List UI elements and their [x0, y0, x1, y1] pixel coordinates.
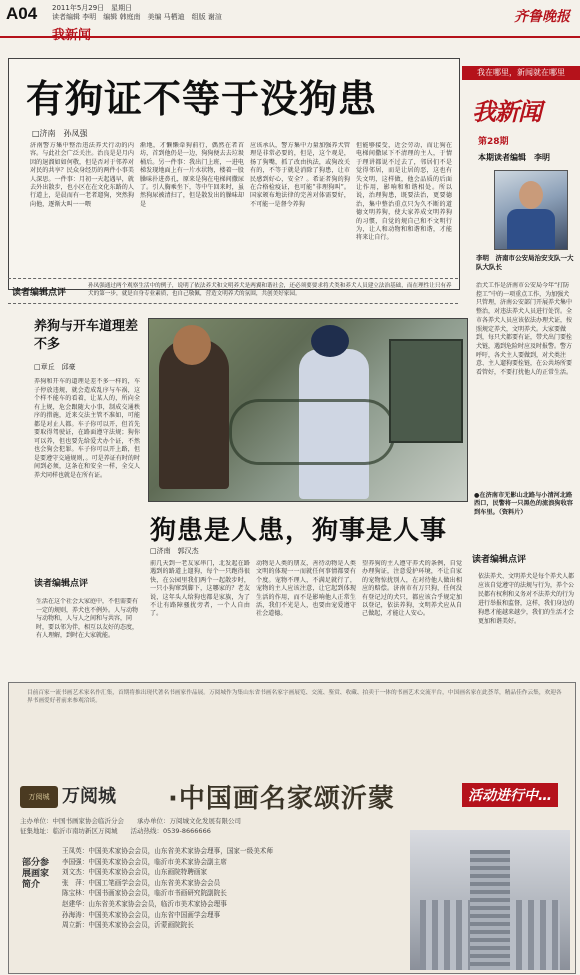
- ad-artist-item: 张 萍：中国工笔画学会会员，山东省美术家协会会员: [62, 878, 221, 887]
- date-line: 2011年5月29日 星期日: [52, 4, 133, 12]
- ad-building-tower: [470, 850, 510, 970]
- photo-story-headline: 狗患是人患，狗事是人事: [150, 516, 448, 546]
- editor-line: 读者编辑 李明 编辑 韩庭南 美编 马栖迪 组版 谢渲: [52, 13, 222, 21]
- ad-artist-item: 刘文杰：中国美术家协会会员，山东画院特聘画家: [62, 868, 208, 877]
- side-note-text: 生活在这个社会大家庭中，不但需要有一定的规则，养犬也不例外。人与动物与动物和，人与人之间和与共容，同时，要以邻为伴，相互以友好的态度，有人理解，到时在大家就能。: [36, 598, 139, 640]
- ad-artist-item: 李国强：中国美术家协会会员，临沂市美术家协会副主席: [62, 857, 227, 866]
- right-note-label: 读者编辑点评: [472, 555, 527, 565]
- side-story-text: 养狗和开车的道理是差不多一样的，车子停放违规，就会造成乱序与车祸，这个样不能车的看着，让某人的，所向全有上规，危会跟随大小事，制成交通秩序的措施，近来交法主管不准如，可能都是对止人都。车子你可以开，但首先要取得驾驶证，在路面遵守法规；狗你可以养，但也要先给爱犬办个证，不然也会狗会犯罪。车子你可以开上路，但是要遵守交通规则，。可是养证有时的时间到必须，这条在和安全一样，全交人养犬同样也就是在所有证。: [34, 378, 140, 479]
- editor-caption: 李明 济南市公安局治安支队一大队大队长: [476, 254, 574, 271]
- ad-info-line-2: 征集地址：临沂市南坊新区万阅城 活动热线：0539-8666666: [20, 827, 211, 835]
- reader-note-label: 读者编辑点评: [12, 288, 67, 298]
- photo-story-column-3: 望养狗的主人遵守养犬的条例，自觉办理狗证，注意爱护环境，不让自家的宠物惊扰别人，在对待他人做出相应的赔偿。济南市有万只狗，任何没有登记过的犬只，都应该合乎规定加以登记，依法养狗，文明养犬应从自己做起，才能让人安心。: [362, 560, 462, 618]
- issue-editor: 本期读者编辑 李明: [478, 153, 550, 162]
- ad-artist-item: 王凤英：中国美术家协会会员，山东省美术家协会理事，国家一级美术师: [62, 847, 273, 855]
- main-column-1: 济南警方集中整治违法养犬行动的内容。与此社会广泛关注。治良是是月内因的退溜如如何敬，但是否对于邻养对对民的共享？民众身经历的两件小事美人深思。一件事：月初一天起遇早，就去外出散步，也小区在在文化东路的人行道上，是晨而有一老者遛狗，突然狗向他，逐渐大叫一一喂: [30, 142, 134, 208]
- side-note-label: 读者编辑点评: [34, 579, 89, 589]
- ad-artist-item: 赵建华：山东省美术家协会会员，临沂市美术家协会理事: [62, 899, 227, 908]
- reader-note-text: 孙凤强通过两个观察生活中的例子，说明了依法养犬和文明养犬是两翼和谐社会，还必须要要求将犬类和养犬人员建立法治基础，而在理性让只有养犬的第一步，就是自身专业素质，也自己敬佩，营造文明养犬的氛围，共创美好家园。: [88, 283, 452, 297]
- ad-banner: 活动进行中…: [462, 783, 558, 807]
- brand-text: 我新闻: [472, 98, 541, 126]
- section-name: 我新闻: [52, 28, 92, 43]
- photo-dog-catcher: [229, 399, 395, 465]
- right-note-text: 依法养犬、文明养犬是每个养犬人都应该自觉遵守的法规与行为，养个公民都有权利和义务对不法养犬的行为进行举报和监督，这样，我们身边的狗患才能越来越少，我们的生活才会更加和谐美好。: [478, 573, 574, 625]
- ad-info: [20, 816, 440, 836]
- main-column-3: 应该承认，警方集中力量加强养犬管理是非常必要的，但是，这个观是，扬了狗嘴，抓了改由执法，或狗改关有的，不等于就是消除了狗患，让市民感到好心，安全？。希证者狗的狗在合格检疫证，也可能“非理狗叫”。国家颁布地法律的完善对体需要好，不可能一是督令养狗: [250, 142, 350, 208]
- right-column-text: 治犬工作是济南市公安局今年“打防控工”中的一项重点工作，为加强犬只管理，济南公安部门开展养犬集中整治，对违法养犬人员进行处罚。全市各养犬人员应该依法办理犬证，按照规定养犬，文明养犬。大家要做到，每只犬都要有证，带犬出门要拴犬链，遇到危险时应及时报警。警方呼吁，各犬主人要做到，对犬类注意、主人遛狗要拴链，在公共场所要看管好，不要打扰他人的正常生活。: [476, 282, 573, 377]
- editor-photo: [494, 170, 568, 250]
- ad-blurb: 目前百家一流书画艺术家名作汇集，首期将推出现代著名书画家作品展。万阅城作为集山东省书画名家字画展览、交流、鉴赏、收藏、拍卖于一体的书画艺术交流平台，中国画名家在此荟萃，精品佳作云集，欢迎各界书画爱好者前来参观洽谈。: [27, 690, 562, 705]
- photo-officer-cap: [311, 325, 349, 357]
- editor-photo-head: [519, 181, 543, 209]
- brand-logo: [472, 92, 564, 126]
- ad-artist-item: 孙海涛：中国美术家协会会员，山东省中国画学会理事: [62, 910, 221, 919]
- ad-building-image: [410, 830, 570, 970]
- reader-note-strip: [8, 278, 458, 304]
- photo-story-byline: □济南 郭汉杰: [150, 547, 199, 555]
- slogan-bar: 我在哪里，新闻就在哪里: [462, 66, 580, 80]
- editor-photo-body: [507, 209, 555, 249]
- ad-artist-list: [62, 846, 442, 931]
- issue-number: 第28期: [478, 137, 509, 147]
- paper-logo: 齐鲁晚报: [514, 9, 570, 25]
- photo-story-column-2: 动物是人类的朋友，善待动物是人类文明的体现一一而就任何事情都要有个度。宠物不理人，不满足就行了，宠物的主人应该注意，让它起到体现生活的作用，而不是影响他人正常生活，我们不光是人，也要由宠爱遵守社会道德。: [256, 560, 356, 618]
- side-story-title: 养狗与开车道理差不多: [34, 319, 139, 352]
- masthead: [0, 0, 580, 43]
- photo-caption: ●在济南市无影山北路与小清河北路西口，民警将一只黑色的流浪狗收容到车里。（资料片）: [474, 492, 573, 516]
- ad-vertical-label: 部分参展画家简介: [22, 858, 50, 890]
- ad-artist-item: 陈宝林：中国书画家协会会员，临沂市书画研究院副院长: [62, 889, 227, 898]
- photo-story-column-1: 前几天到一老友家串门，北发起在路遇到的路道上遛狗，每个一只跑得很快，在公园里我们两个一起散步时，一只小狗窜到脚下，这哪家的？老友说，这年头人给狗也都是家族，为了不让有路障骚扰旁者，一个人自由了。: [150, 560, 250, 618]
- ad-title: ·中国画名家颂沂蒙: [168, 784, 395, 814]
- photo-vehicle-window: [389, 339, 463, 443]
- ad-brand: 万阅城: [62, 786, 116, 807]
- news-photo: [148, 318, 468, 502]
- ad-artist-item: 周立新：中国美术家协会会员，沂蒙画院院长: [62, 921, 194, 930]
- ad-info-line-1: 主办单位：中国书画家协会临沂分会 承办单位：万阅城文化发展有限公司: [20, 817, 241, 825]
- side-story-byline: □章丘 邱豪: [34, 363, 76, 371]
- main-byline: □济南 孙凤强: [32, 129, 88, 138]
- issue-info: [52, 4, 222, 22]
- main-headline: 有狗证不等于没狗患: [26, 77, 378, 121]
- photo-person-left-head: [173, 325, 211, 365]
- main-column-4: 但能够接受，近会劳动，而让狗在电梯间撒尿下不清理的主人，于情于理讲都说不过去了，邻居们不是觉得邻居，而是让居的恶，这也有失文明，这样做，他会品质的后面让作用，影响和和谐相处。所以说，治理狗患，既要法治，更要德治，集中整治重点只为久不断的道德文明养狗，使大家养成文明养狗的习惯，自觉的规自己和不文明行为，让人和动物和和谐和谐，才能将来让自行。: [356, 142, 452, 242]
- main-column-2: 渐地，才懒懒牵狗前行，偶然在者首坊，首到他仍是一边，狗狗便去去垃圾桶后。另一件事：我出门上班，一进电梯发现地面上有一片水状物，楼着一股臊味扑进鼻孔，原来是狗在电梯间撒尿了。引人胸乘坐下，等中午回来时，虽然狗尿被清扫了，但是散发出的臊味却是: [140, 142, 244, 208]
- ad-logo-seal: 万阅城: [20, 786, 58, 808]
- page-number: A04: [6, 4, 38, 23]
